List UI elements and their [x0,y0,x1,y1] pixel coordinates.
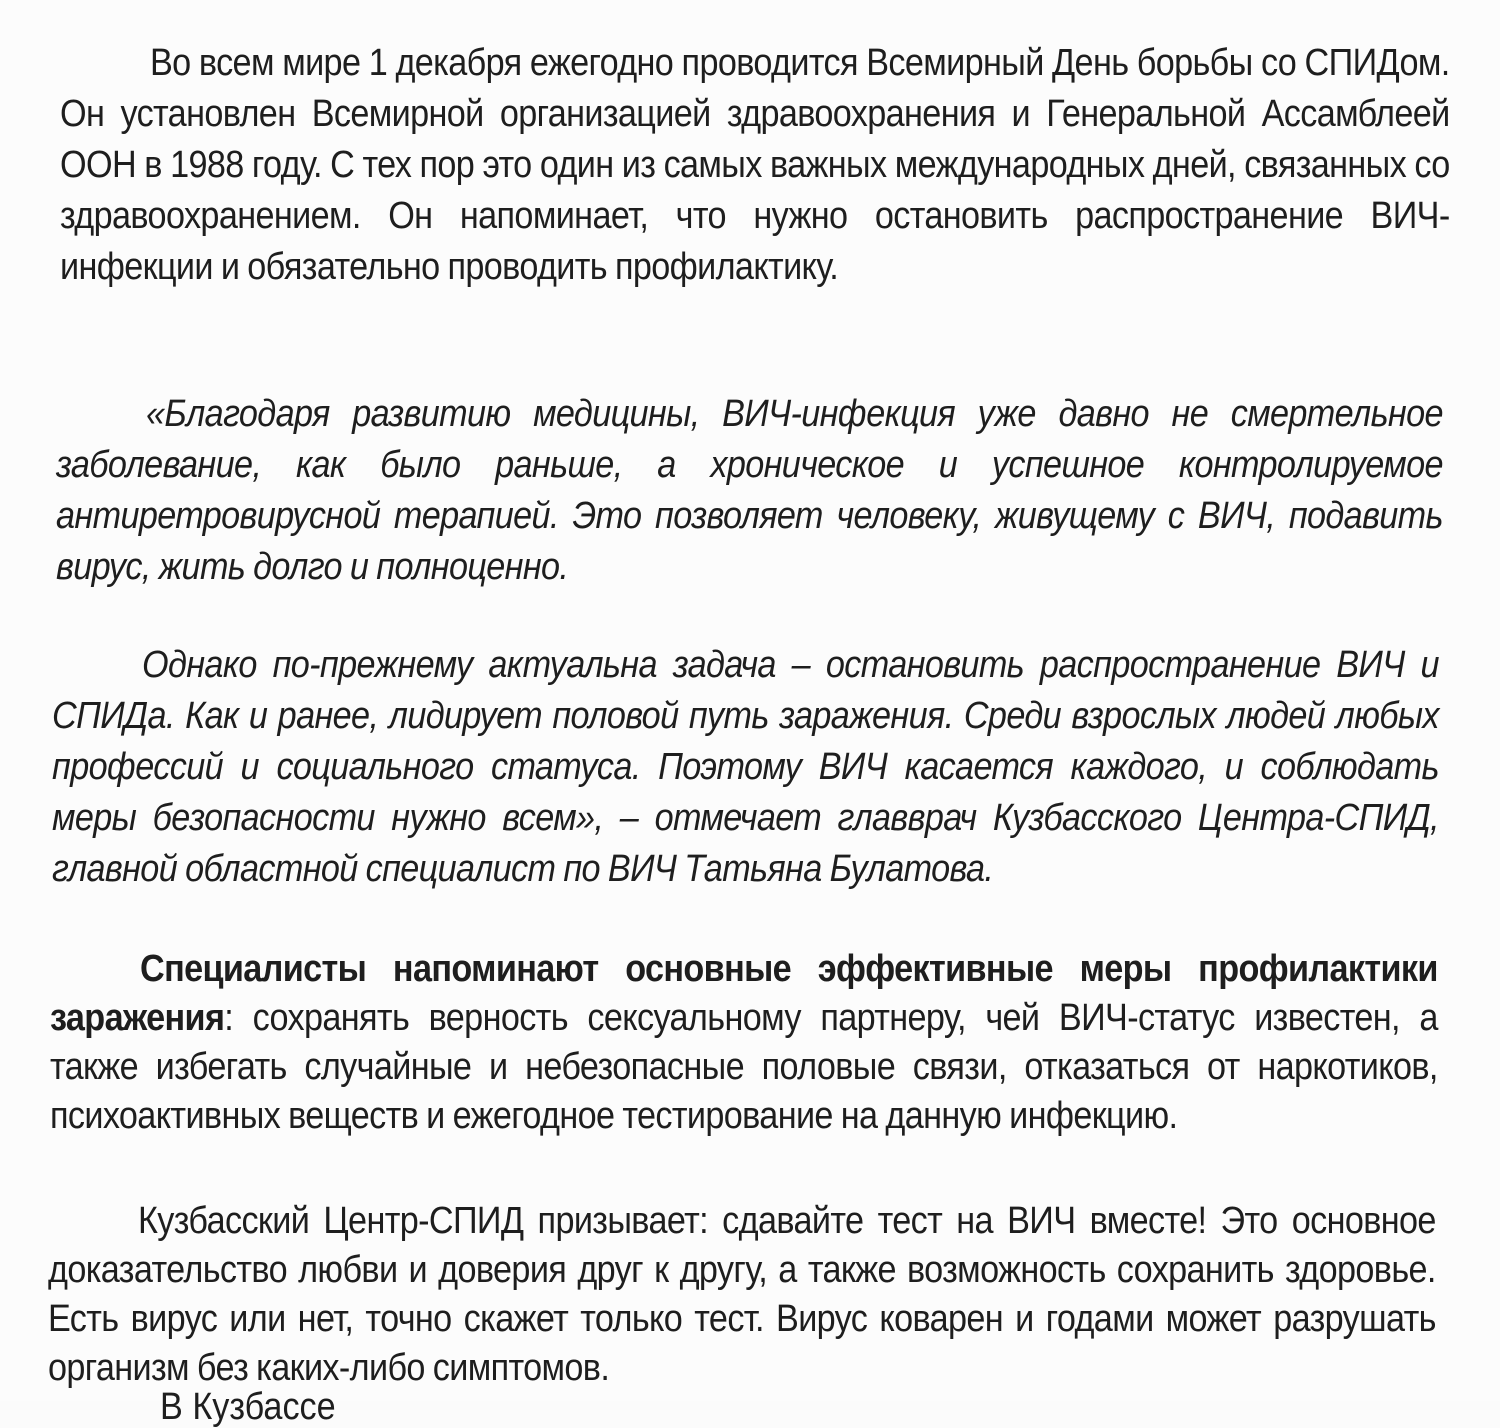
paragraph-quote-medicine: «Благодаря развитию медицины, ВИЧ-инфекция уже давно не смертельное заболевание, как было раньше, а хроническое и успешное контролируемое антиретровирусной терапией. Это позволяет человеку, живущему с ВИЧ, подавить вирус, жить долго и полноценно. [56,393,1443,588]
prevention-heading: Специалисты напоминают основные эффективные меры профилактики заражения [50,948,1438,1039]
cutoff-line-text: В Кузбассе [160,1386,336,1428]
prevention-text: : сохранять верность сексуальному партнеру, чей ВИЧ-статус известен, а также избегать случайные и небезопасные половые связи, отказаться от наркотиков, психоактивных веществ и ежегодное тестирование на данную инфекцию. [50,997,1438,1137]
paragraph-prevention-measures [50,945,1438,1141]
paragraph-quote-transmission: Однако по-прежнему актуальна задача – остановить распространение ВИЧ и СПИДа. Как и ранее, лидирует половой путь заражения. Среди взрослых людей любых профессий и социального статуса. Поэтому ВИЧ касается каждого, и соблюдать меры безопасности нужно всем», – отмечает главврач Кузбасского Центра-СПИД, главной областной специалист по ВИЧ Татьяна Булатова. [52,644,1439,890]
cutoff-line [160,1386,360,1428]
paragraph-world-aids-day: Во всем мире 1 декабря ежегодно проводится Всемирный День борьбы со СПИДом. Он установлен Всемирной организацией здравоохранения и Генеральной Ассамблеей ООН в 1988 году. С тех пор это один из самых важных международных дней, связанных со здравоохранением. Он напоминает, что нужно остановить распространение ВИЧ-инфекции и обязательно проводить профилактику. [60,42,1450,288]
paragraph-testing-call: Кузбасский Центр-СПИД призывает: сдавайте тест на ВИЧ вместе! Это основное доказательство любви и доверия друг к другу, а также возможность сохранить здоровье. Есть вирус или нет, точно скажет только тест. Вирус коварен и годами может разрушать организм без каких-либо симптомов. [48,1200,1436,1389]
